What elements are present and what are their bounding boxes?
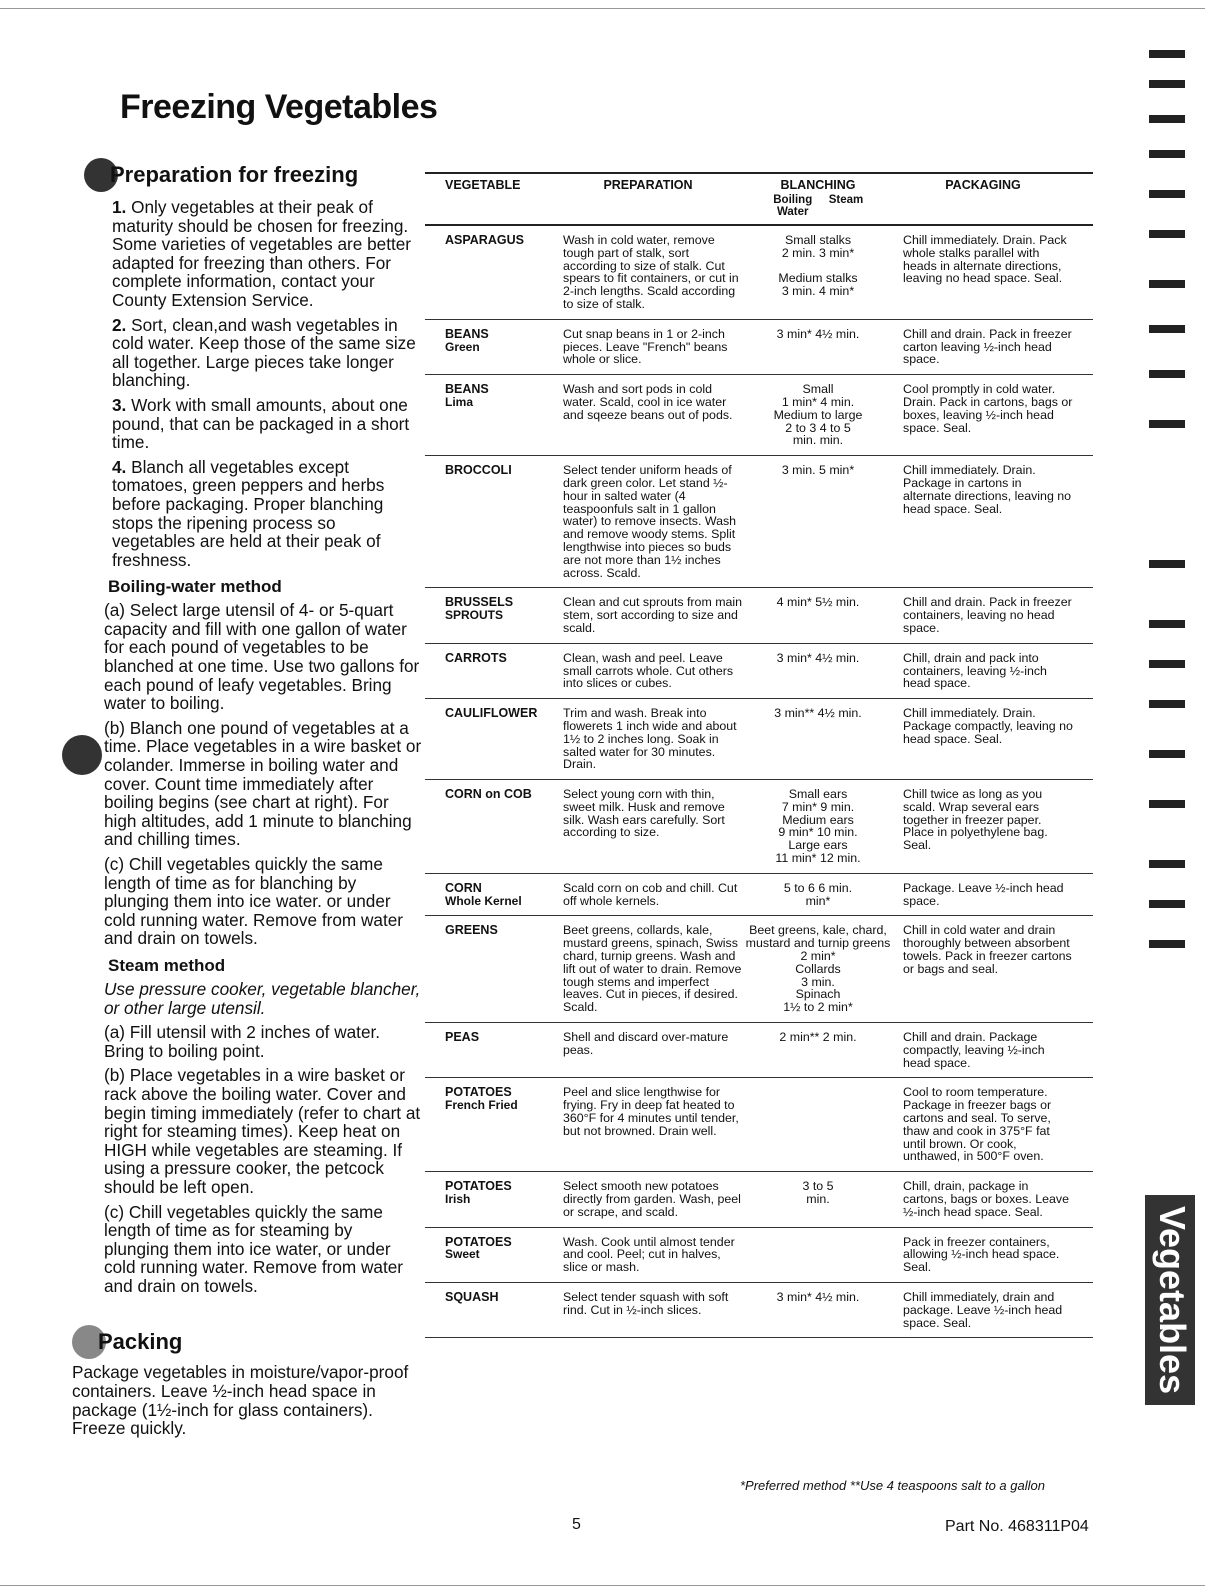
- table-row: [425, 1172, 1093, 1227]
- veg-packaging: Chill immediately. Drain. Pack whole stalks parallel with heads in alternate directions, leaving no head space. Seal.: [903, 233, 1067, 286]
- veg-blanching: 3 min* 4½ min.: [776, 650, 860, 665]
- veg-preparation: Select tender squash with soft rind. Cut in ½-inch slices.: [563, 1290, 729, 1317]
- table-row: [425, 1078, 1093, 1172]
- prep-item-2: 2. Sort, clean,and wash vegetables in cold water. Keep those of the same size all together. Large pieces take longer blanching.: [112, 314, 416, 391]
- page-number: 5: [572, 1516, 581, 1533]
- veg-packaging: Chill and drain. Package compactly, leaving ½-inch head space.: [903, 1030, 1045, 1070]
- steam-c: (c) Chill vegetables quickly the same length of time as for steaming by plunging them into ice water, or under cold running water. Remove from water and drain on towels.: [104, 1201, 404, 1296]
- bottom-rule: [0, 1585, 1205, 1586]
- footnote: *Preferred method **Use 4 teaspoons salt to a gallon: [740, 1478, 1045, 1493]
- veg-preparation: Wash in cold water, remove tough part of stalk, sort according to size of stalk. Cut spears to fit containers, or cut in 2-inch lengths. Scald according to size of stalk.: [563, 233, 739, 311]
- veg-name: CORN on COB: [445, 787, 532, 802]
- veg-preparation: Shell and discard over-mature peas.: [563, 1030, 729, 1057]
- veg-preparation: Peel and slice lengthwise for frying. Fry in deep fat heated to 360°F for 4 minutes until tender, but not browned. Drain well.: [563, 1085, 739, 1138]
- packing-heading: [72, 1325, 422, 1359]
- preparation-heading-text: Preparation for freezing: [110, 162, 359, 187]
- veg-packaging: Pack in freezer containers, allowing ½-inch head space. Seal.: [903, 1234, 1060, 1275]
- table-row: [425, 874, 1093, 917]
- veg-name: POTATOES Irish: [445, 1179, 512, 1207]
- prep-item-3: 3. Work with small amounts, about one pound, that can be packaged in a short time.: [112, 394, 410, 453]
- veg-preparation: Clean, wash and peel. Leave small carrots whole. Cut others into slices or cubes.: [563, 650, 734, 691]
- veg-blanching: 3 min** 4½ min.: [774, 706, 862, 721]
- blanching-table: [425, 172, 1093, 1338]
- page-title: Freezing Vegetables: [120, 88, 438, 126]
- steam-a: (a) Fill utensil with 2 inches of water. Bring to boiling point.: [104, 1022, 381, 1061]
- veg-blanching: 3 min. 5 min*: [781, 463, 855, 478]
- veg-blanching: [743, 1086, 893, 1163]
- veg-name: BEANS Green: [445, 326, 489, 354]
- boiling-b: (b) Blanch one pound of vegetables at a time. Place vegetables in a wire basket or colander. Immerse in boiling water and cover. Count time immediately after boiling begins (see chart at right). For high altitudes, add 1 minute to blanching and chilling times.: [104, 717, 422, 850]
- table-row: [425, 916, 1093, 1023]
- veg-packaging: Chill immediately. Drain. Package in cartons in alternate directions, leaving no head space. Seal.: [903, 463, 1072, 516]
- veg-name: BROCCOLI: [445, 463, 512, 478]
- table-row: [425, 226, 1093, 320]
- veg-blanching: Beet greens, kale, chard, mustard and turnip greens 2 min* Collards 3 min. Spinach 1½ to 2 min*: [745, 923, 891, 1015]
- veg-name: SQUASH: [445, 1290, 499, 1304]
- veg-packaging: Chill in cold water and drain thoroughly between absorbent towels. Pack in freezer cartons or bags and seal.: [903, 923, 1072, 976]
- veg-packaging: Package. Leave ½-inch head space.: [903, 880, 1064, 908]
- packing-heading-text: Packing: [98, 1329, 183, 1355]
- veg-packaging: Chill, drain, package in cartons, bags or boxes. Leave ½-inch head space. Seal.: [903, 1179, 1069, 1219]
- veg-preparation: Select tender uniform heads of dark green color. Let stand ½-hour in salted water (4 teaspoonfuls salt in 1 gallon water) to remove insects. Wash and remove woody stems. Split lengthwise into pieces so buds are not more than 1½ inches across. Scald.: [563, 463, 737, 580]
- top-rule: [0, 8, 1205, 9]
- veg-packaging: Chill twice as long as you scald. Wrap several ears together in freezer paper. Place in polyethylene bag. Seal.: [903, 787, 1048, 853]
- instructions-column: [72, 158, 422, 1444]
- header-blanching-group: [743, 178, 893, 218]
- veg-packaging: Cool promptly in cold water. Drain. Pack in cartons, bags or boxes, leaving ½-inch head space. Seal.: [903, 382, 1073, 435]
- veg-blanching: Small ears 7 min* 9 min. Medium ears 9 min* 10 min. Large ears 11 min* 12 min.: [775, 787, 861, 866]
- header-blanching-sub: [743, 194, 893, 218]
- prep-item-1: 1. Only vegetables at their peak of maturity should be chosen for freezing. Some varieties of vegetables are better adapted for freezing than others. For complete information, contact your County Extension Service.: [112, 197, 412, 310]
- veg-preparation: Scald corn on cob and chill. Cut off whole kernels.: [563, 880, 738, 908]
- table-row: [425, 375, 1093, 456]
- preparation-heading: [84, 158, 422, 192]
- veg-packaging: Chill immediately, drain and package. Leave ½-inch head space. Seal.: [903, 1290, 1063, 1330]
- boiling-a: (a) Select large utensil of 4- or 5-quart capacity and fill with one gallon of water for each pound of vegetables to be blanched at one time. Use two gallons for each pound of leafy vegetables. Bring water to boiling.: [104, 600, 420, 714]
- veg-preparation: Wash. Cook until almost tender and cool. Peel; cut in halves, slice or mash.: [563, 1234, 735, 1275]
- veg-packaging: Chill immediately. Drain. Package compactly, leaving no head space. Seal.: [903, 706, 1073, 746]
- veg-name: ASPARAGUS: [445, 233, 524, 247]
- table-row: [425, 1283, 1093, 1338]
- veg-blanching: [743, 1236, 893, 1274]
- veg-name: CAULIFLOWER: [445, 706, 538, 721]
- table-row: [425, 780, 1093, 874]
- veg-preparation: Beet greens, collards, kale, mustard greens, spinach, Swiss chard, turnip greens. Wash and lift out of water to drain. Remove tough stems and imperfect leaves. Cut in pieces, if desired. Scald.: [563, 923, 742, 1015]
- veg-name: PEAS: [445, 1030, 480, 1045]
- header-steam: Steam: [828, 194, 864, 206]
- veg-preparation: Cut snap beans in 1 or 2-inch pieces. Leave "French" beans whole or slice.: [563, 326, 728, 367]
- veg-blanching: 5 to 6 6 min. min*: [783, 880, 853, 908]
- veg-name: BEANS Lima: [445, 382, 489, 409]
- veg-name: GREENS: [445, 923, 498, 938]
- veg-packaging: Chill, drain and pack into containers, leaving ½-inch head space.: [903, 650, 1047, 691]
- veg-blanching: 4 min* 5½ min.: [776, 595, 860, 610]
- veg-preparation: Select smooth new potatoes directly from garden. Wash, peel or scrape, and scald.: [563, 1179, 741, 1219]
- veg-name: CORN Whole Kernel: [445, 880, 522, 908]
- header-boiling-water: Boiling Water: [773, 194, 813, 218]
- veg-name: POTATOES French Fried: [445, 1085, 518, 1113]
- header-packaging: PACKAGING: [945, 178, 1021, 192]
- side-tab-label: Vegetables: [1152, 1205, 1193, 1395]
- part-number: Part No. 468311P04: [945, 1518, 1089, 1535]
- table-row: [425, 456, 1093, 588]
- prep-item-4: 4. Blanch all vegetables except tomatoes, green peppers and herbs before packaging. Proper blanching stops the ripening process so vegetables are held at their peak of freshness.: [112, 456, 385, 570]
- veg-blanching: 3 to 5 min.: [802, 1179, 834, 1207]
- table-row: [425, 699, 1093, 780]
- header-vegetable: VEGETABLE: [445, 178, 521, 192]
- steam-heading: Steam method: [108, 955, 226, 975]
- bullet-dot-icon: [62, 735, 102, 775]
- steam-b: (b) Place vegetables in a wire basket or rack above the boiling water. Cover and begin timing immediately (refer to chart at right for steaming times). Keep heat on HIGH while vegetables are steaming. If using a pressure cooker, the petcock should be left open.: [104, 1065, 421, 1197]
- steam-intro: Use pressure cooker, vegetable blancher, or other large utensil.: [104, 978, 421, 1018]
- table-row: [425, 644, 1093, 699]
- table-row: [425, 320, 1093, 375]
- veg-preparation: Select young corn with thin, sweet milk. Husk and remove silk. Wash ears carefully. Sort according to size.: [563, 787, 725, 840]
- veg-packaging: Chill and drain. Pack in freezer containers, leaving no head space.: [903, 595, 1072, 635]
- boiling-heading: Boiling-water method: [108, 577, 282, 597]
- boiling-c: (c) Chill vegetables quickly the same length of time as for blanching by plunging them into ice water. or under cold running water. Remove from water and drain on towels.: [104, 854, 404, 949]
- table-header: [425, 172, 1093, 226]
- veg-packaging: Cool to room temperature. Package in freezer bags or cartons and seal. To serve, thaw and cook in 375°F fat until brown. Or cook, unthawed, in 500°F oven.: [903, 1085, 1052, 1164]
- header-preparation: PREPARATION: [603, 178, 693, 192]
- veg-name: BRUSSELS SPROUTS: [445, 595, 514, 623]
- header-blanching: BLANCHING: [780, 178, 856, 192]
- table-body: [425, 226, 1093, 1338]
- veg-name: POTATOES Sweet: [445, 1234, 512, 1262]
- veg-blanching: 3 min* 4½ min.: [776, 326, 860, 341]
- veg-preparation: Wash and sort pods in cold water. Scald, cool in ice water and sqeeze beans out of pods.: [563, 382, 733, 422]
- table-row: [425, 1228, 1093, 1283]
- table-row: [425, 588, 1093, 643]
- veg-blanching: Small 1 min* 4 min. Medium to large 2 to 3 4 to 5 min. min.: [773, 382, 863, 448]
- veg-packaging: Chill and drain. Pack in freezer carton leaving ½-inch head space.: [903, 326, 1072, 367]
- veg-name: CARROTS: [445, 650, 507, 665]
- veg-preparation: Clean and cut sprouts from main stem, sort according to size and scald.: [563, 595, 743, 635]
- veg-blanching: 2 min** 2 min.: [779, 1030, 857, 1045]
- table-row: [425, 1023, 1093, 1078]
- packing-text: Package vegetables in moisture/vapor-proof containers. Leave ½-inch head space in package (1½-inch for glass containers). Freeze quickly.: [72, 1362, 409, 1439]
- veg-blanching: Small stalks 2 min. 3 min* Medium stalks 3 min. 4 min*: [778, 233, 858, 299]
- veg-preparation: Trim and wash. Break into flowerets 1 inch wide and about 1½ to 2 inches long. Soak in salted water for 30 minutes. Drain.: [563, 706, 737, 772]
- veg-blanching: 3 min* 4½ min.: [776, 1290, 860, 1304]
